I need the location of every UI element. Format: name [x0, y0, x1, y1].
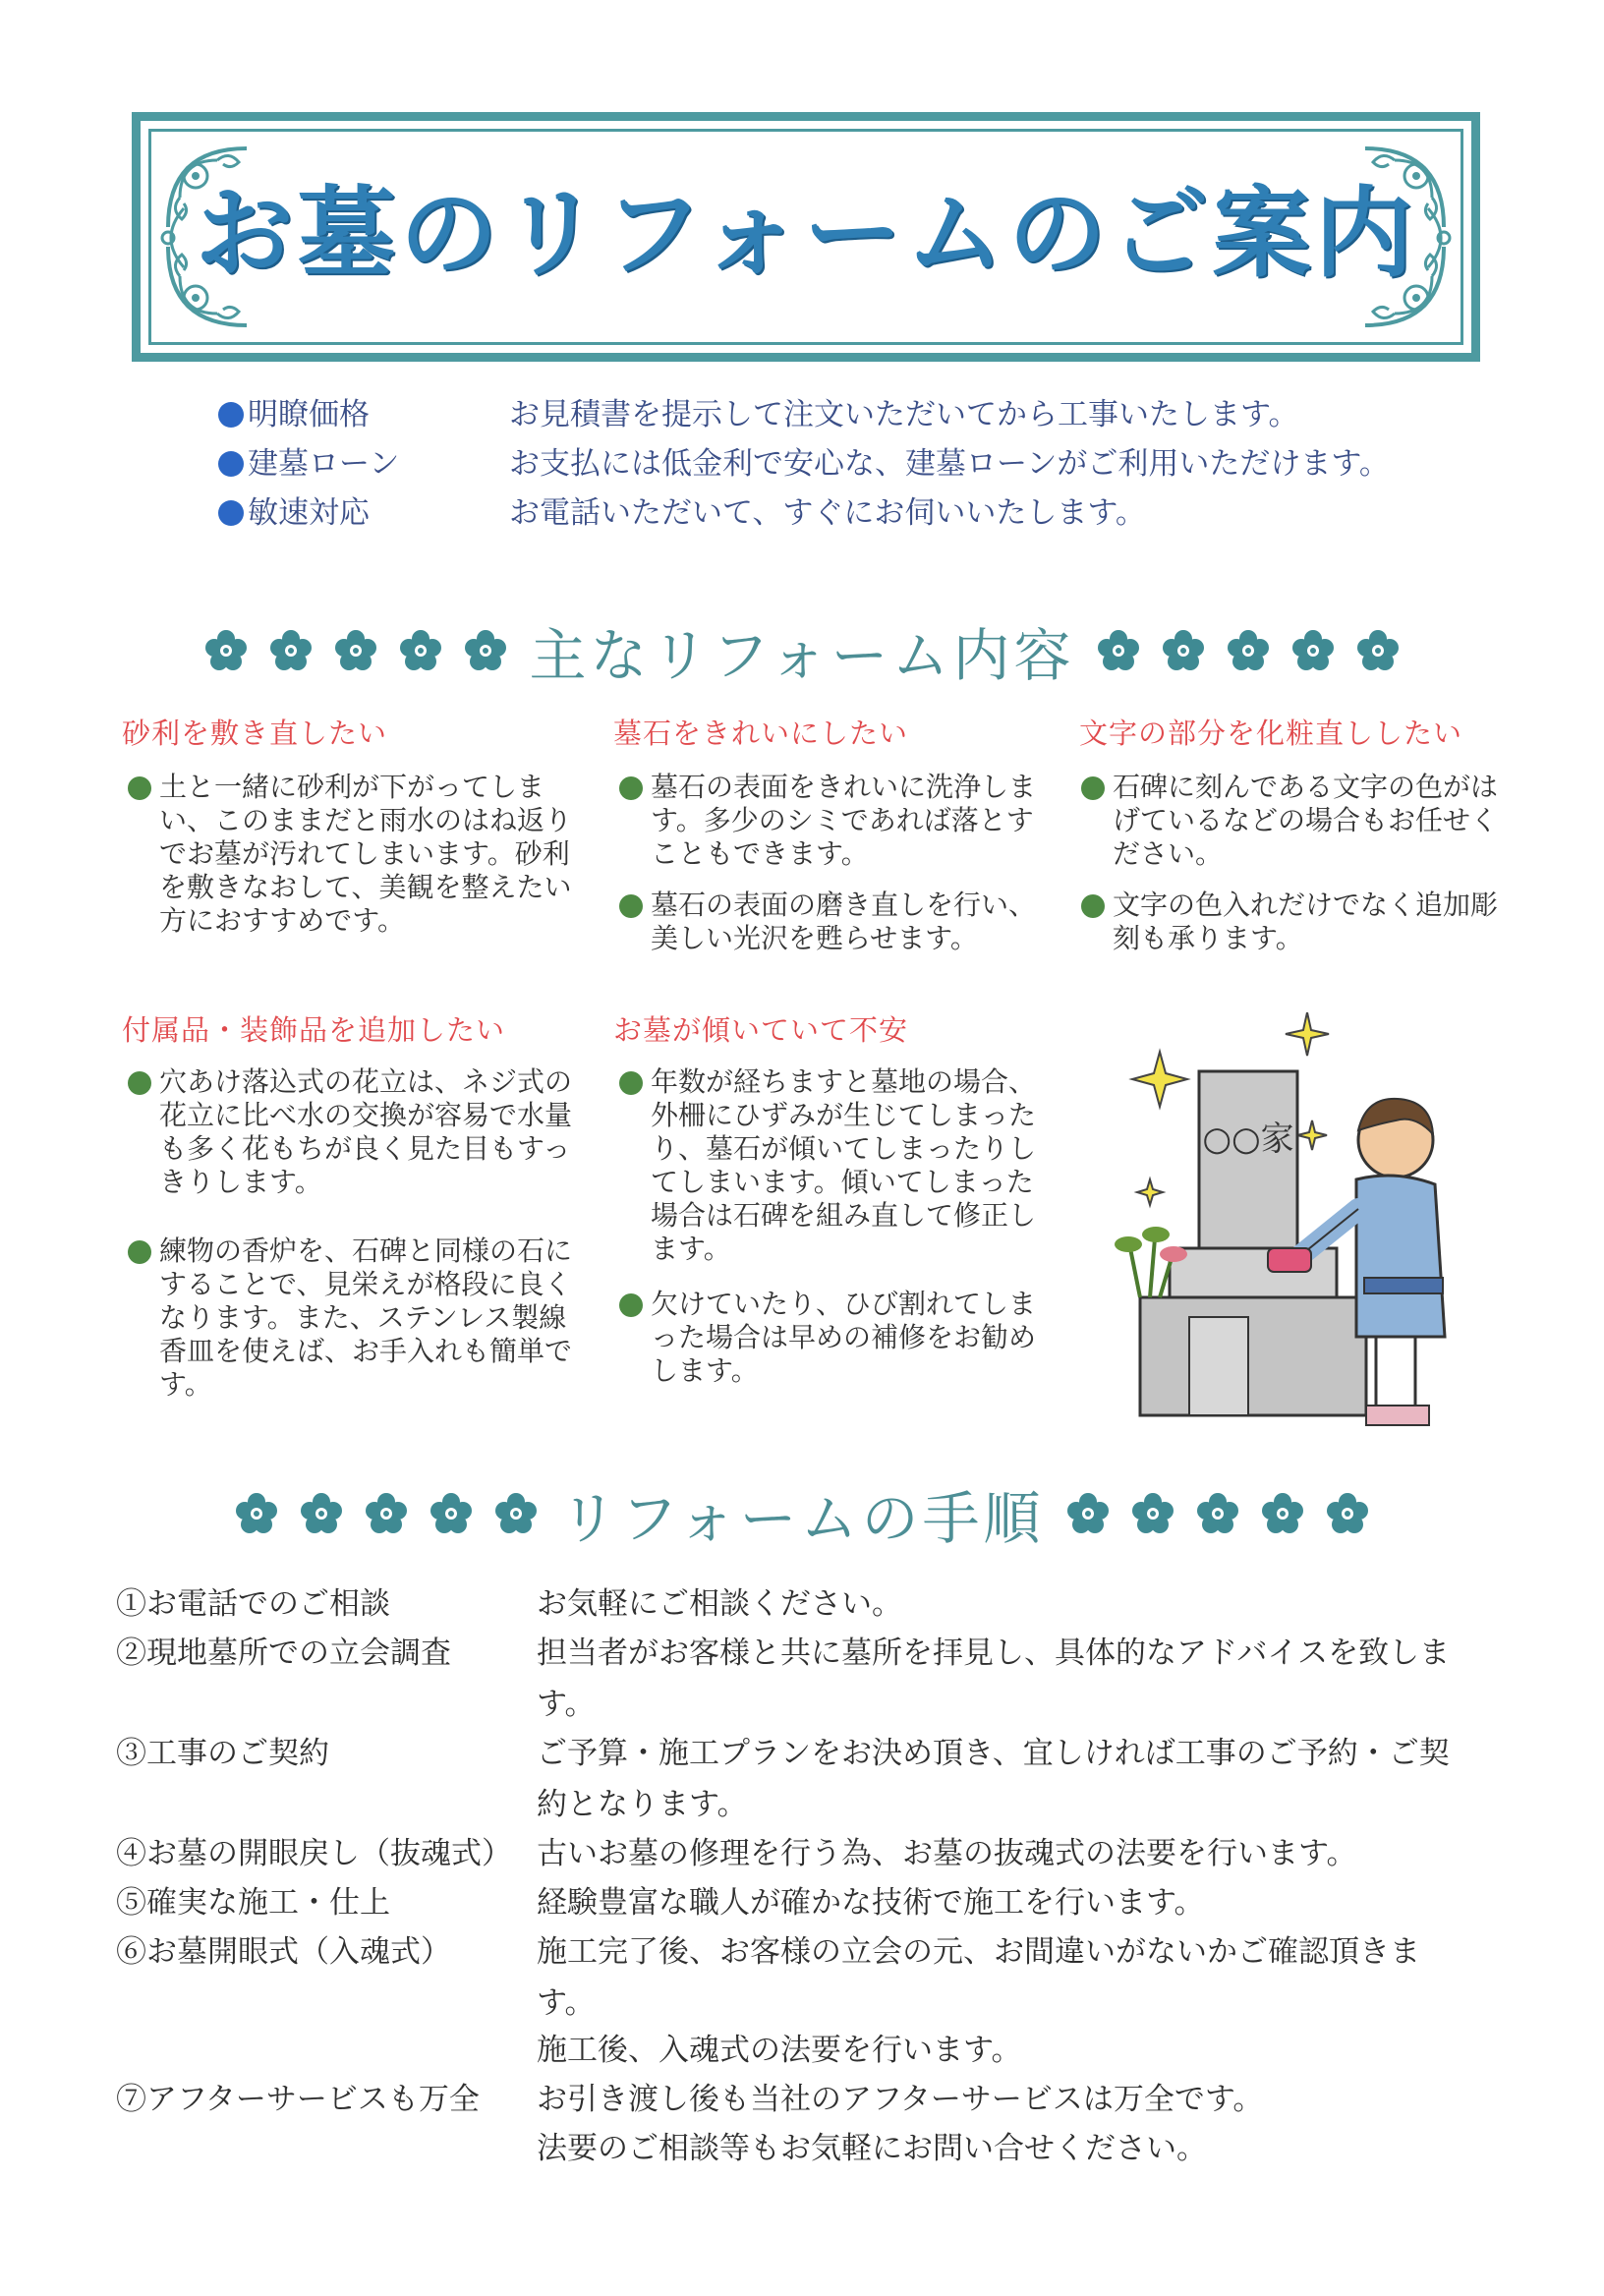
- flower-icon: [1130, 1491, 1175, 1536]
- step-text: 古いお墓の修理を行う為、お墓の抜魂式の法要を行います。: [537, 1836, 1357, 1871]
- bullet-dot-icon: [218, 402, 244, 428]
- list-item: 石碑に刻んである文字の色がはげているなどの場合もお任せください。: [1081, 771, 1504, 871]
- flower-icon: [429, 1491, 474, 1536]
- flower-icon: [299, 1491, 344, 1536]
- flower-icons: [194, 628, 518, 673]
- bullet-dot-icon: [128, 1240, 151, 1264]
- flower-icon: [364, 1491, 409, 1536]
- feature-desc: お見積書を提示して注文いただいてから工事いたします。: [509, 397, 1299, 432]
- flower-icon: [1161, 628, 1206, 673]
- flower-icon: [333, 628, 378, 673]
- step-label: ①お電話でのご相談: [116, 1586, 390, 1622]
- bullet-dot-icon: [128, 776, 151, 800]
- section-title: リフォームの手順: [559, 1485, 1045, 1552]
- subsection-title: 砂利を敷き直したい: [122, 717, 388, 750]
- feature-label: 敏速対応: [248, 495, 370, 531]
- step-text: 法要のご相談等もお気軽にお問い合せください。: [537, 2131, 1207, 2166]
- feature-label: 建墓ローン: [248, 446, 400, 482]
- feature-item: [218, 489, 1496, 537]
- step-text: 経験豊富な職人が確かな技術で施工を行います。: [537, 1885, 1205, 1921]
- flower-icon: [398, 628, 443, 673]
- list-item: 穴あけ落込式の花立は、ネジ式の花立に比べ水の交換が容易で水量も多く花もちが良く見た目もすっきりします。: [128, 1065, 580, 1199]
- family-name-text: ○○家: [1202, 1119, 1294, 1159]
- flower-icon: [493, 1491, 539, 1536]
- step-text: 施工完了後、お客様の立会の元、お間違いがないかご確認頂きま: [537, 1934, 1420, 1970]
- section-title: 主なリフォーム内容: [529, 622, 1075, 689]
- subsection-title: 付属品・装飾品を追加したい: [122, 1013, 506, 1047]
- subsection-title: お墓が傾いていて不安: [613, 1013, 909, 1047]
- step-text: ご予算・施工プランをお決め頂き、宜しければ工事のご予約・ご契: [537, 1736, 1450, 1771]
- step-text: 施工後、入魂式の法要を行います。: [537, 2033, 1022, 2068]
- step-text: す。: [537, 1687, 596, 1722]
- flower-icon: [1096, 628, 1141, 673]
- flower-icon: [463, 628, 508, 673]
- step-text: 約となります。: [537, 1787, 748, 1822]
- flower-icon: [1065, 1491, 1111, 1536]
- step-text: 担当者がお客様と共に墓所を拝見し、具体的なアドバイスを致しま: [537, 1636, 1451, 1671]
- page-title: お墓のリフォームのご案内: [195, 176, 1417, 291]
- flower-icon: [268, 628, 314, 673]
- flower-icon: [1325, 1491, 1370, 1536]
- bullet-dot-icon: [619, 1071, 643, 1095]
- list-item: 練物の香炉を、石碑と同様の石にすることで、見栄えが格段に良くなります。また、ステンレス製線香皿を使えば、お手入れも簡単です。: [128, 1234, 580, 1402]
- gravestone-cleaning-illustration: [1101, 1012, 1494, 1435]
- bullet-dot-icon: [619, 894, 643, 918]
- step-label: ⑥お墓開眼式（入魂式）: [116, 1934, 451, 1970]
- flower-icons: [224, 1491, 548, 1536]
- bullet-dot-icon: [128, 1071, 151, 1095]
- flower-icon: [1226, 628, 1271, 673]
- step-label: ④お墓の開眼戻し（抜魂式）: [116, 1836, 512, 1871]
- feature-desc: お電話いただいて、すぐにお伺いいたします。: [509, 495, 1146, 531]
- list-item: 年数が経ちますと墓地の場合、外柵にひずみが生じてしまったり、墓石が傾いてしまったりしてしまいます。傾いてしまった場合は石碑を組み直して修正します。: [619, 1065, 1052, 1266]
- flower-icons: [1086, 628, 1410, 673]
- feature-label: 明瞭価格: [248, 397, 370, 432]
- list-item: 墓石の表面をきれいに洗浄します。多少のシミであれば落とすこともできます。: [619, 771, 1052, 871]
- step-label: ⑦アフターサービスも万全: [116, 2082, 480, 2117]
- step-label: ③工事のご契約: [116, 1736, 329, 1771]
- list-item: 欠けていたり、ひび割れてしまった場合は早めの補修をお勧めします。: [619, 1288, 1052, 1388]
- section-header-steps: [0, 1472, 1604, 1551]
- step-text: お気軽にご相談ください。: [537, 1586, 902, 1622]
- flower-icon: [203, 628, 249, 673]
- bullet-dot-icon: [619, 776, 643, 800]
- list-item: 文字の色入れだけでなく追加彫刻も承ります。: [1081, 889, 1504, 955]
- list-item: 土と一緒に砂利が下がってしまい、このままだと雨水のはね返りでお墓が汚れてしまいます。砂利を敷きなおして、美観を整えたい方におすすめです。: [128, 771, 580, 938]
- section-header-reform: [0, 609, 1604, 688]
- flower-icons: [1056, 1491, 1380, 1536]
- subsection-title: 墓石をきれいにしたい: [613, 717, 909, 750]
- list-item: 墓石の表面の磨き直しを行い、美しい光沢を甦らせます。: [619, 889, 1052, 955]
- step-text: す。: [537, 1985, 596, 2021]
- title-frame: [132, 112, 1480, 362]
- bullet-dot-icon: [218, 451, 244, 477]
- bullet-dot-icon: [1081, 776, 1105, 800]
- bullet-dot-icon: [218, 500, 244, 526]
- flower-icon: [234, 1491, 279, 1536]
- step-label: ②現地墓所での立会調査: [116, 1636, 451, 1671]
- feature-item: [218, 440, 1496, 488]
- step-text: お引き渡し後も当社のアフターサービスは万全です。: [537, 2082, 1264, 2117]
- step-label: ⑤確実な施工・仕上: [116, 1885, 390, 1921]
- flower-icon: [1355, 628, 1401, 673]
- flower-icon: [1195, 1491, 1240, 1536]
- flower-icon: [1290, 628, 1336, 673]
- feature-item: [218, 391, 1496, 438]
- bullet-dot-icon: [1081, 894, 1105, 918]
- subsection-title: 文字の部分を化粧直ししたい: [1079, 717, 1463, 750]
- bullet-dot-icon: [619, 1293, 643, 1317]
- flower-icon: [1260, 1491, 1305, 1536]
- feature-desc: お支払には低金利で安心な、建墓ローンがご利用いただけます。: [509, 446, 1390, 482]
